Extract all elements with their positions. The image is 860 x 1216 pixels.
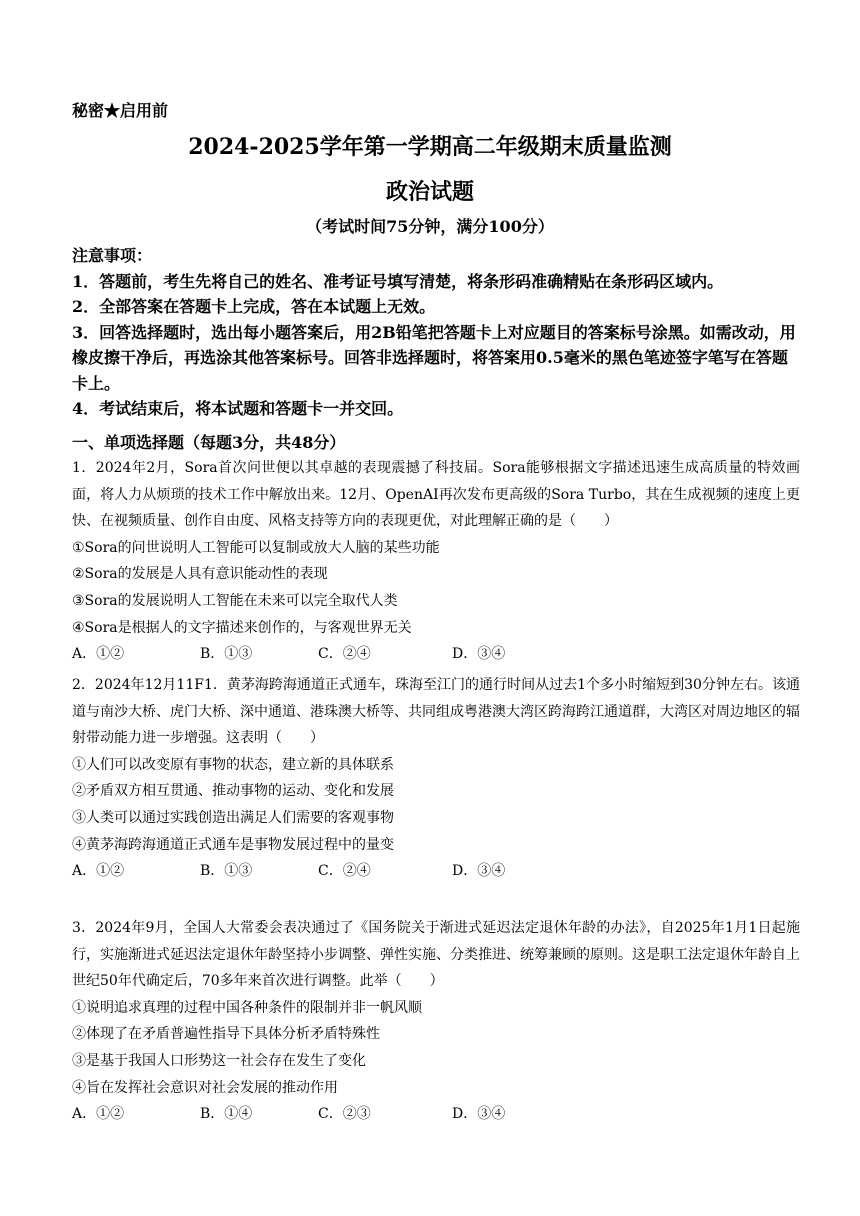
statement: ④旨在发挥社会意识对社会发展的推动作用 [72,1079,338,1096]
question-stem: 3．2024年9月，全国人大常委会表决通过了《国务院关于渐进式延迟法定退休年龄的办法》，自2025年1月1日起施行，实施渐进式延迟法定退休年龄坚持小步调整、弹性实施、分类推进、统筹兼顾的原则。这是职工法定退休年龄自上世纪50年代确定后，70多年来首次进行调整。此举（ ） [72,920,800,990]
notice-item: 3．回答选择题时，选出每小题答案后，用2B铅笔把答题卡上对应题目的答案标号涂黑。如需改动，用橡皮擦干净后，再选涂其他答案标号。回答非选择题时，将答案用0.5毫米的黑色笔迹签字笔写在答题卡上。 [72,322,796,393]
statement: ①人们可以改变原有事物的状态，建立新的具体联系 [72,756,394,773]
secret-label: 秘密★启用前 [72,101,169,120]
notice-item: 4．考试结束后，将本试题和答题卡一并交回。 [72,399,404,418]
option-c: C．②④ [318,863,371,880]
subject-title: 政治试题 [385,179,474,205]
option-b: B．①③ [200,646,253,663]
statement: ③Sora的发展说明人工智能在未来可以完全取代人类 [72,592,398,609]
exam-title: 2024-2025学年第一学期高二年级期末质量监测 [188,134,672,160]
option-b: B．①④ [200,1106,253,1123]
answer-options [72,858,800,885]
statement: ②体现了在矛盾普遍性指导下具体分析矛盾特殊性 [72,1026,380,1043]
question-3 [72,915,800,1128]
notice-section [72,243,800,422]
statement: ②矛盾双方相互贯通、推动事物的运动、变化和发展 [72,783,394,800]
statement: ①Sora的问世说明人工智能可以复制或放大人脑的某些功能 [72,539,440,556]
answer-options [72,1101,800,1128]
option-a: A．①② [72,1106,125,1123]
question-2 [72,672,800,885]
statement: ③是基于我国人口形势这一社会存在发生了变化 [72,1052,366,1069]
statement: ③人类可以通过实践创造出满足人们需要的客观事物 [72,809,394,826]
option-a: A．①② [72,646,125,663]
exam-info: （考试时间75分钟，满分100分） [306,217,554,236]
option-d: D．③④ [452,646,506,663]
option-c: C．②③ [318,1106,371,1123]
statement: ④黄茅海跨海通道正式通车是事物发展过程中的量变 [72,836,394,853]
statement: ②Sora的发展是人具有意识能动性的表现 [72,566,328,583]
question-1 [72,455,800,668]
option-c: C．②④ [318,646,371,663]
notice-heading: 注意事项： [72,246,153,265]
question-stem: 2．2024年12月11F1．黄茅海跨海通道正式通车，珠海至江门的通行时间从过去1个多小时缩短到30分钟左右。该通道与南沙大桥、虎门大桥、深中通道、港珠澳大桥等、共同组成粤港澳大湾区跨海跨江通道群，大湾区对周边地区的辐射带动能力进一步增强。这表明（ ） [72,677,800,747]
notice-item: 2．全部答案在答题卡上完成，答在本试题上无效。 [72,297,436,316]
notice-item: 1．答题前，考生先将自己的姓名、准考证号填写清楚，将条形码准确精贴在条形码区域内。 [72,271,724,291]
statement: ④Sora是根据人的文字描述来创作的，与客观世界无关 [72,619,412,636]
option-d: D．③④ [452,1106,506,1123]
question-stem: 1．2024年2月，Sora首次问世便以其卓越的表现震撼了科技届。Sora能够根据文字描述迅速生成高质量的特效画面，将人力从烦琐的技术工作中解放出来。12月、OpenAI再次发布更高级的Sora Turbo，其在生成视频的速度上更快、在视频质量、创作自由度、风格支持等方向的表现更优，对此理解正确的是（ ） [72,460,800,530]
option-b: B．①③ [200,863,253,880]
option-a: A．①② [72,863,125,880]
option-d: D．③④ [452,863,506,880]
section-heading: 一、单项选择题（每题3分，共48分） [72,433,346,452]
answer-options [72,641,800,668]
statement: ①说明追求真理的过程中国各种条件的限制并非一帆风顺 [72,999,422,1016]
